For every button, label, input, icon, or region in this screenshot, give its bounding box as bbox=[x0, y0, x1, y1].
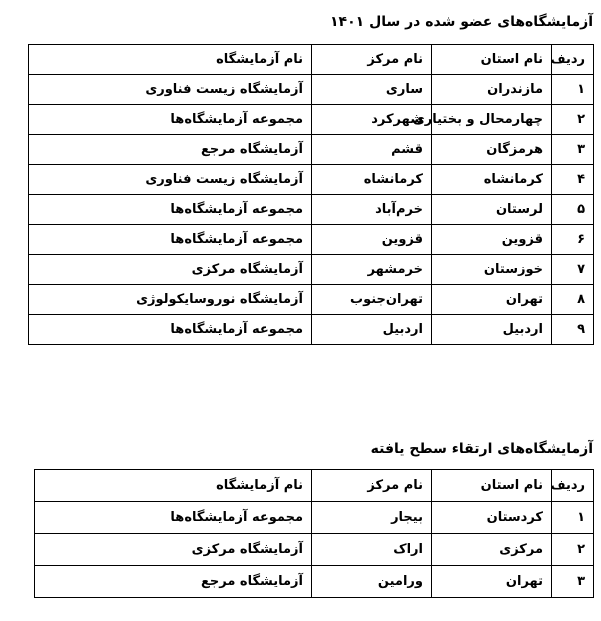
table-row bbox=[29, 105, 594, 135]
province-cell: تهران bbox=[432, 566, 552, 598]
table-row bbox=[29, 315, 594, 345]
row-number: ۱ bbox=[552, 502, 594, 534]
center-cell: شهرکرد bbox=[312, 105, 432, 135]
header-row-number: ردیف bbox=[552, 470, 594, 502]
table-row bbox=[29, 255, 594, 285]
table-row bbox=[29, 195, 594, 225]
lab-cell: آزمایشگاه مرجع bbox=[35, 566, 312, 598]
lab-cell: آزمایشگاه مرکزی bbox=[29, 255, 312, 285]
table-row bbox=[29, 135, 594, 165]
lab-cell: آزمایشگاه مرکزی bbox=[35, 534, 312, 566]
row-number: ۱ bbox=[552, 75, 594, 105]
province-cell: خوزستان bbox=[432, 255, 552, 285]
center-cell: تهران‌جنوب bbox=[312, 285, 432, 315]
center-cell: خرمشهر bbox=[312, 255, 432, 285]
members-table bbox=[28, 44, 594, 345]
lab-cell: مجموعه آزمایشگاه‌ها bbox=[29, 105, 312, 135]
row-number: ۷ bbox=[552, 255, 594, 285]
header-province: نام استان bbox=[432, 470, 552, 502]
center-cell: قشم bbox=[312, 135, 432, 165]
row-number: ۶ bbox=[552, 225, 594, 255]
center-cell: اردبیل bbox=[312, 315, 432, 345]
center-cell: خرم‌آباد bbox=[312, 195, 432, 225]
lab-cell: آزمایشگاه مرجع bbox=[29, 135, 312, 165]
table-row bbox=[29, 165, 594, 195]
province-cell: کرمانشاه bbox=[432, 165, 552, 195]
row-number: ۲ bbox=[552, 105, 594, 135]
table-row bbox=[29, 75, 594, 105]
province-cell: تهران bbox=[432, 285, 552, 315]
province-cell: کردستان bbox=[432, 502, 552, 534]
center-cell: کرمانشاه bbox=[312, 165, 432, 195]
province-cell: چهارمحال و بختیاری bbox=[432, 105, 552, 135]
row-number: ۳ bbox=[552, 135, 594, 165]
lab-cell: آزمایشگاه نوروسایکولوژی bbox=[29, 285, 312, 315]
table-row bbox=[35, 534, 594, 566]
section-2-title: آزمایشگاه‌های ارتقاء سطح یافته bbox=[370, 441, 593, 457]
header-center: نام مرکز bbox=[312, 45, 432, 75]
province-cell: مرکزی bbox=[432, 534, 552, 566]
header-province: نام استان bbox=[432, 45, 552, 75]
lab-cell: مجموعه آزمایشگاه‌ها bbox=[29, 315, 312, 345]
lab-cell: مجموعه آزمایشگاه‌ها bbox=[29, 195, 312, 225]
row-number: ۲ bbox=[552, 534, 594, 566]
center-cell: ورامین bbox=[312, 566, 432, 598]
table-header-row bbox=[35, 470, 594, 502]
header-row-number: ردیف bbox=[552, 45, 594, 75]
lab-cell: آزمایشگاه زیست فناوری bbox=[29, 165, 312, 195]
lab-cell: مجموعه آزمایشگاه‌ها bbox=[29, 225, 312, 255]
province-cell: قزوین bbox=[432, 225, 552, 255]
header-center: نام مرکز bbox=[312, 470, 432, 502]
province-cell: هرمزگان bbox=[432, 135, 552, 165]
lab-cell: آزمایشگاه زیست فناوری bbox=[29, 75, 312, 105]
center-cell: اراک bbox=[312, 534, 432, 566]
province-cell: مازندران bbox=[432, 75, 552, 105]
row-number: ۸ bbox=[552, 285, 594, 315]
upgraded-table bbox=[34, 469, 594, 598]
province-cell: اردبیل bbox=[432, 315, 552, 345]
center-cell: قزوین bbox=[312, 225, 432, 255]
table-row bbox=[35, 566, 594, 598]
center-cell: ساری bbox=[312, 75, 432, 105]
row-number: ۵ bbox=[552, 195, 594, 225]
table-row bbox=[29, 225, 594, 255]
table-row bbox=[29, 285, 594, 315]
header-lab: نام آزمایشگاه bbox=[35, 470, 312, 502]
header-lab: نام آزمایشگاه bbox=[29, 45, 312, 75]
table-header-row bbox=[29, 45, 594, 75]
province-cell: لرستان bbox=[432, 195, 552, 225]
row-number: ۳ bbox=[552, 566, 594, 598]
row-number: ۴ bbox=[552, 165, 594, 195]
table-row bbox=[35, 502, 594, 534]
center-cell: بیجار bbox=[312, 502, 432, 534]
section-1-title: آزمایشگاه‌های عضو شده در سال ۱۴۰۱ bbox=[330, 14, 593, 30]
lab-cell: مجموعه آزمایشگاه‌ها bbox=[35, 502, 312, 534]
row-number: ۹ bbox=[552, 315, 594, 345]
